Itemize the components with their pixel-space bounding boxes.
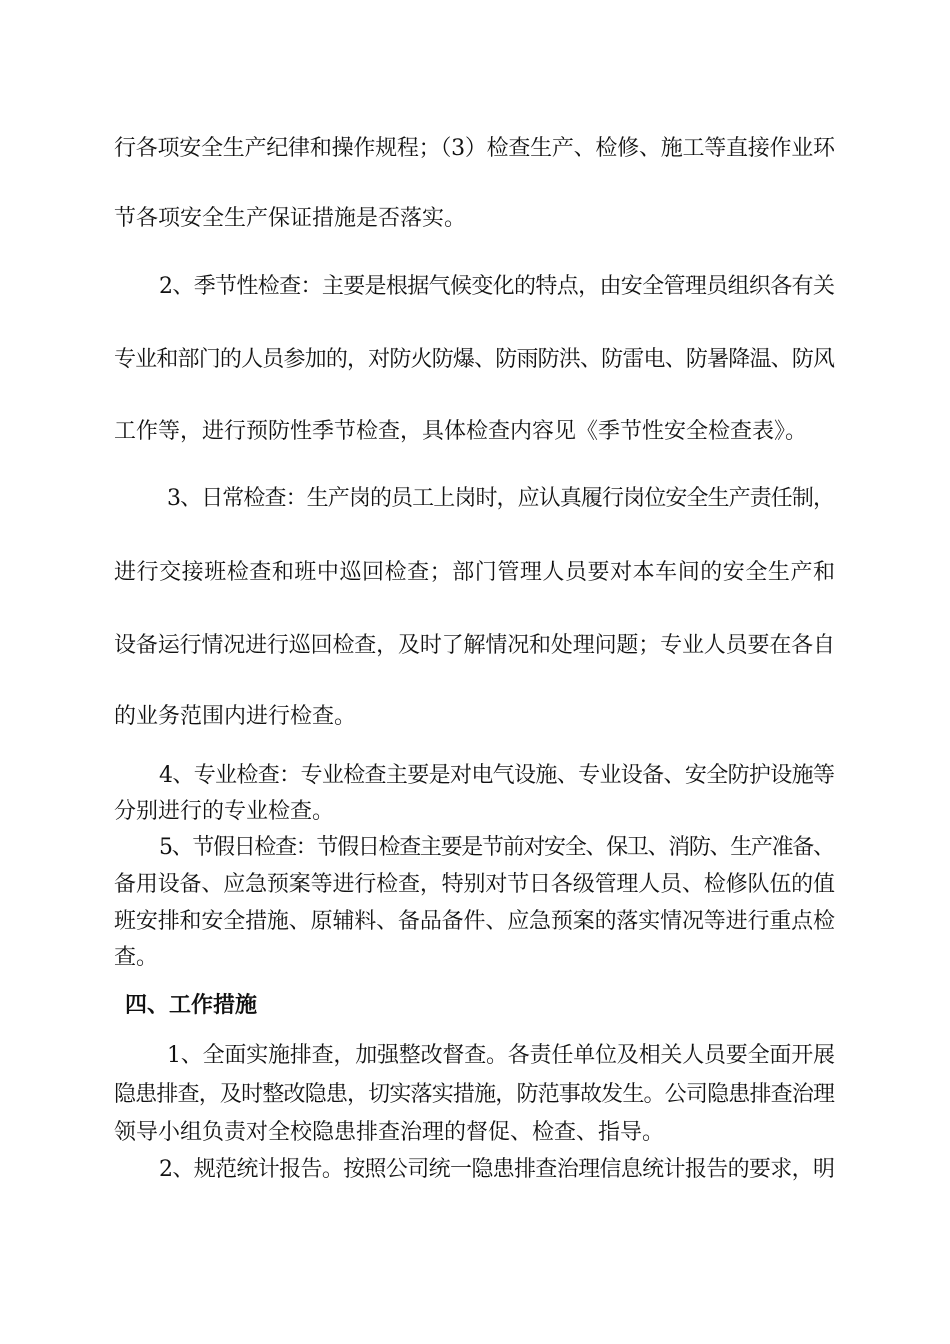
text-line: 行各项安全生产纪律和操作规程；（3）检查生产、检修、施工等直接作业环 (114, 136, 835, 161)
text-line: 工作等，进行预防性季节检查，具体检查内容见《季节性安全检查表》。 (114, 419, 808, 444)
section-heading: 四、工作措施 (125, 993, 258, 1018)
text-line: 节各项安全生产保证措施是否落实。 (114, 206, 467, 231)
text-line: 2、规范统计报告。按照公司统一隐患排查治理信息统计报告的要求，明 (159, 1157, 835, 1182)
text-line: 的业务范围内进行检查。 (114, 704, 357, 729)
text-line: 查。 (114, 945, 159, 970)
text-line: 专业和部门的人员参加的，对防火防爆、防雨防洪、防雷电、防暑降温、防风 (114, 347, 835, 372)
text-line: 设备运行情况进行巡回检查，及时了解情况和处理问题；专业人员要在各自 (114, 633, 835, 658)
text-line: 备用设备、应急预案等进行检查，特别对节日各级管理人员、检修队伍的值 (114, 872, 835, 897)
text-line: 隐患排查，及时整改隐患，切实落实措施，防范事故发生。公司隐患排查治理 (114, 1082, 835, 1107)
text-line: 2、季节性检查：主要是根据气候变化的特点，由安全管理员组织各有关 (159, 274, 835, 299)
text-line: 分别进行的专业检查。 (114, 799, 335, 824)
text-line: 3、日常检查：生产岗的员工上岗时，应认真履行岗位安全生产责任制， (167, 486, 835, 511)
text-line: 5、节假日检查：节假日检查主要是节前对安全、保卫、消防、生产准备、 (159, 835, 834, 860)
text-line: 4、专业检查：专业检查主要是对电气设施、专业设备、安全防护设施等 (159, 763, 835, 788)
text-line: 1、全面实施排查，加强整改督查。各责任单位及相关人员要全面开展 (167, 1043, 835, 1068)
text-line: 领导小组负责对全校隐患排查治理的督促、检查、指导。 (114, 1120, 665, 1145)
text-line: 进行交接班检查和班中巡回检查；部门管理人员要对本车间的安全生产和 (114, 560, 836, 585)
text-line: 班安排和安全措施、原辅料、备品备件、应急预案的落实情况等进行重点检 (114, 909, 835, 934)
